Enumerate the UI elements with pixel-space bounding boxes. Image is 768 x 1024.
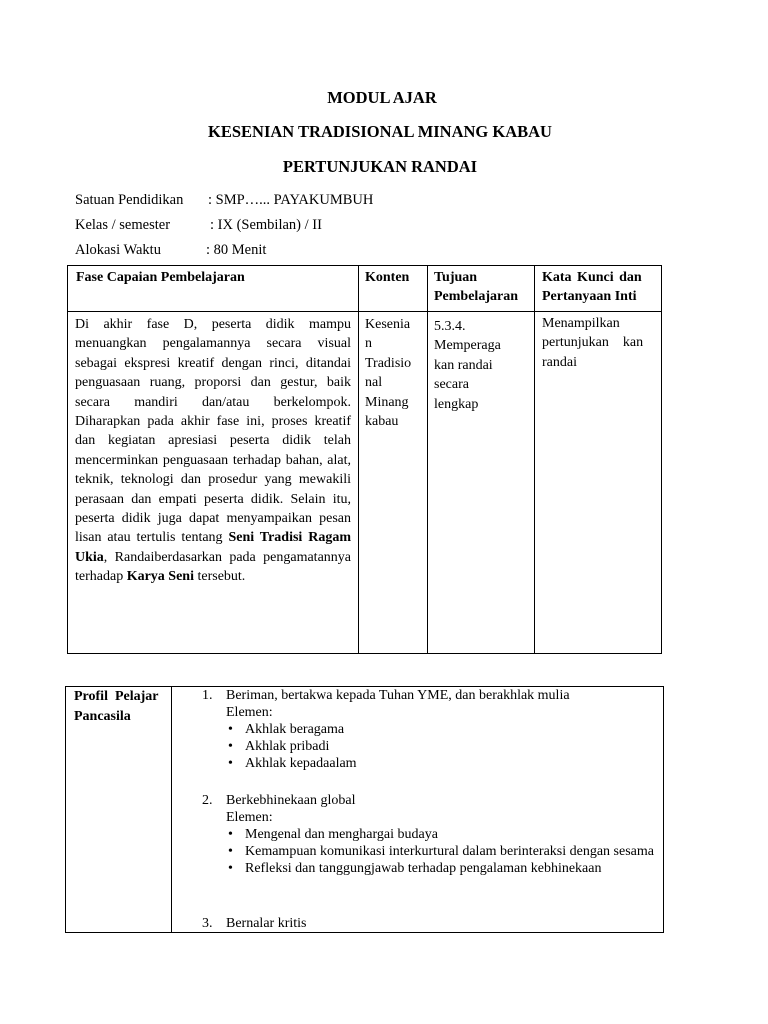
meta-label: Kelas / semester: [75, 217, 171, 233]
bullet-icon: •: [228, 722, 233, 737]
kata-kunci-cell: [542, 314, 656, 372]
list-item: [226, 738, 658, 755]
bullet-icon: •: [228, 844, 233, 859]
table-divider: [68, 311, 661, 312]
profil-label-line2: Pancasila: [74, 709, 131, 724]
table-divider: [534, 266, 535, 653]
kata-kunci-line: pertunjukan kan: [542, 335, 644, 351]
list-item-text: Akhlak pribadi: [245, 739, 330, 754]
header-tujuan-line2: Pembelajaran: [434, 289, 518, 304]
document-title: MODUL AJAR: [327, 88, 437, 107]
list-item: [226, 843, 658, 860]
list-item-text: Akhlak kepadaalam: [245, 756, 357, 771]
list-item-text: Kemampuan komunikasi interkurtural dalam berinteraksi dengan sesama: [245, 844, 654, 859]
list-item: [226, 826, 658, 843]
konten-line: Minang: [365, 394, 409, 410]
item-number: 3.: [202, 916, 213, 931]
bullet-icon: •: [228, 739, 233, 754]
item-title: Beriman, bertakwa kepada Tuhan YME, dan berakhlak mulia: [226, 688, 570, 703]
tujuan-line: lengkap: [434, 396, 479, 412]
tujuan-line: secara: [434, 377, 469, 393]
header-fase: Fase Capaian Pembelajaran: [76, 270, 245, 285]
fase-bold-text: Karya Seni: [126, 569, 194, 585]
konten-line: Kesenia: [365, 317, 411, 332]
meta-value: : IX (Sembilan) / II: [210, 217, 322, 233]
fase-bold-text: Seni Tradisi Ragam Ukia: [75, 530, 351, 565]
item-number: 1.: [202, 688, 213, 703]
header-konten: Konten: [365, 270, 410, 285]
konten-line: Tradisio: [365, 355, 412, 371]
tujuan-line: 5.3.4.: [434, 319, 466, 334]
list-item-text: Refleksi dan tanggungjawab terhadap pengalaman kebhinekaan: [245, 861, 602, 876]
konten-line: nal: [365, 375, 383, 391]
fase-text: tersebut.: [193, 569, 246, 585]
bullet-icon: •: [228, 861, 233, 876]
elemen-list: [226, 826, 658, 877]
kata-kunci-line: Menampilkan: [542, 316, 620, 331]
elemen-list: [226, 721, 658, 772]
list-item: [226, 860, 658, 877]
konten-line: kabau: [365, 414, 399, 430]
tujuan-line: Memperaga: [434, 338, 501, 354]
profil-pelajar-label: [74, 687, 170, 727]
meta-label: Alokasi Waktu: [75, 242, 161, 258]
item-elemen-label: Elemen:: [226, 810, 273, 825]
item-number: 2.: [202, 793, 213, 808]
subject-title: KESENIAN TRADISIONAL MINANG KABAU: [208, 122, 552, 141]
header-tujuan-line1: Tujuan: [434, 270, 478, 285]
fase-text: Di akhir fase D, peserta didik mampu menuangkan pengalamannya secara visual sebagai ekspresi kreatif dengan rinci, ditandai penguasaan ruang, proporsi dan gestur, baik secara mandiri dan/atau berkelompok. Diharapkan pada akhir fase ini, proses kreatif dan kegiatan apresiasi peserta didik telah mencerminkan penguasaan terhadap bahan, alat, teknik, teknologi dan prosedur yang mewakili perasaan dan empati peserta didik. Selain itu, peserta didik juga dapat menyampaikan pesan lisan atau tertulis tentang: [75, 317, 351, 546]
learning-outcomes-table: [67, 265, 662, 654]
kata-kunci-line: randai: [542, 354, 577, 370]
list-item: [226, 755, 658, 772]
tujuan-cell: [434, 317, 530, 414]
item-title: Bernalar kritis: [226, 916, 307, 931]
konten-cell: [365, 315, 425, 431]
meta-label: Satuan Pendidikan: [75, 192, 184, 208]
table-divider: [427, 266, 428, 653]
item-elemen-label: Elemen:: [226, 705, 273, 720]
bullet-icon: •: [228, 756, 233, 771]
profil-label-line1: Profil Pelajar: [74, 689, 159, 704]
table-divider: [171, 687, 172, 932]
meta-value: : 80 Menit: [206, 242, 267, 258]
header-kata-kunci-line1: Kata Kunci dan: [542, 270, 642, 285]
fase-capaian-text: [75, 315, 351, 587]
tujuan-line: kan randai: [434, 357, 493, 373]
table-divider: [358, 266, 359, 653]
topic-title: PERTUNJUKAN RANDAI: [282, 157, 478, 176]
bullet-icon: •: [228, 827, 233, 842]
meta-value: : SMP…... PAYAKUMBUH: [208, 192, 374, 208]
list-item-text: Mengenal dan menghargai budaya: [245, 827, 438, 842]
list-item-text: Akhlak beragama: [245, 722, 345, 737]
konten-line: n: [365, 336, 372, 352]
list-item: [226, 721, 658, 738]
profil-pelajar-table: [65, 686, 664, 933]
item-title: Berkebhinekaan global: [226, 793, 356, 808]
header-kata-kunci-line2: Pertanyaan Inti: [542, 289, 637, 304]
fase-text: , Randaiberdasarkan pada pengamatannya terhadap: [75, 549, 351, 585]
